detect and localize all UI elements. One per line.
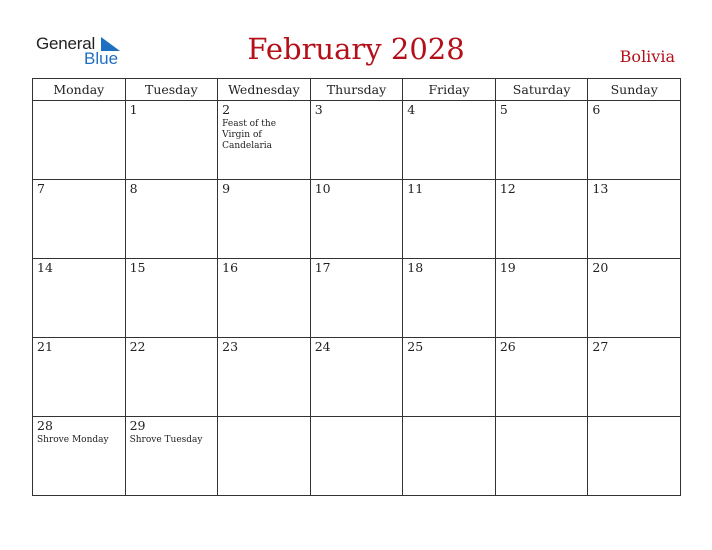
holiday-label: Feast of the Virgin of Candelaria	[222, 119, 277, 151]
day-number: 2	[222, 102, 231, 117]
day-number: 18	[407, 260, 424, 275]
week-row	[33, 338, 681, 417]
day-cell	[33, 259, 126, 338]
day-cell	[403, 338, 496, 417]
day-number: 22	[129, 339, 146, 354]
day-cell	[403, 101, 496, 180]
weekday-header: Friday	[403, 79, 496, 101]
day-cell	[33, 180, 126, 259]
day-cell	[588, 101, 681, 180]
day-number: 13	[592, 181, 609, 196]
day-cell	[495, 338, 588, 417]
day-cell	[495, 180, 588, 259]
weekday-header: Saturday	[495, 79, 588, 101]
weekday-header: Sunday	[588, 79, 681, 101]
day-cell	[218, 417, 311, 496]
day-cell	[125, 259, 218, 338]
day-number: 27	[592, 339, 609, 354]
day-number: 5	[499, 102, 508, 117]
day-cell	[403, 417, 496, 496]
day-cell	[403, 180, 496, 259]
week-row	[33, 259, 681, 338]
weekday-header-row	[33, 79, 681, 101]
day-number: 20	[592, 260, 609, 275]
day-number: 14	[37, 260, 53, 275]
day-number: 19	[499, 260, 516, 275]
day-number: 21	[37, 339, 53, 354]
day-cell	[125, 338, 218, 417]
day-number: 8	[129, 181, 138, 196]
day-number: 9	[222, 181, 231, 196]
weekday-header: Tuesday	[125, 79, 218, 101]
day-number: 10	[314, 181, 331, 196]
logo-word-blue: Blue	[84, 49, 119, 68]
day-cell	[588, 417, 681, 496]
holiday-label: Shrove Monday	[37, 435, 109, 445]
day-number: 3	[314, 102, 323, 117]
day-number: 25	[407, 339, 424, 354]
day-number: 4	[407, 102, 416, 117]
country-label: Bolivia	[619, 47, 675, 66]
day-number: 1	[129, 102, 138, 117]
day-cell	[588, 338, 681, 417]
day-cell	[218, 101, 311, 180]
day-cell	[218, 338, 311, 417]
day-number: 29	[129, 418, 146, 433]
day-number: 23	[222, 339, 239, 354]
weekday-header: Thursday	[310, 79, 403, 101]
weekday-header: Wednesday	[218, 79, 311, 101]
day-cell	[310, 259, 403, 338]
day-number: 24	[314, 339, 331, 354]
holiday-label: Shrove Tuesday	[129, 435, 203, 445]
day-cell	[310, 180, 403, 259]
day-number: 15	[129, 260, 146, 275]
day-cell	[218, 259, 311, 338]
day-cell	[588, 180, 681, 259]
day-number: 26	[499, 339, 516, 354]
day-cell	[33, 101, 126, 180]
day-number: 6	[592, 102, 601, 117]
day-number: 28	[37, 418, 53, 433]
day-cell	[403, 259, 496, 338]
week-row	[33, 101, 681, 180]
day-cell	[588, 259, 681, 338]
day-cell	[33, 417, 126, 496]
day-number: 7	[37, 181, 45, 196]
calendar-grid	[32, 78, 681, 496]
logo-word-general: General	[36, 34, 96, 53]
day-number: 17	[314, 260, 331, 275]
day-number: 16	[222, 260, 239, 275]
day-number: 12	[499, 181, 516, 196]
day-cell	[310, 417, 403, 496]
day-cell	[310, 101, 403, 180]
day-cell	[125, 180, 218, 259]
day-cell	[495, 417, 588, 496]
calendar-title: February 2028	[247, 32, 465, 66]
day-cell	[310, 338, 403, 417]
day-cell	[125, 417, 218, 496]
day-cell	[218, 180, 311, 259]
day-cell	[495, 101, 588, 180]
day-cell	[125, 101, 218, 180]
week-row	[33, 417, 681, 496]
weekday-header: Monday	[33, 79, 126, 101]
day-cell	[495, 259, 588, 338]
week-row	[33, 180, 681, 259]
day-cell	[33, 338, 126, 417]
day-number: 11	[407, 181, 424, 196]
